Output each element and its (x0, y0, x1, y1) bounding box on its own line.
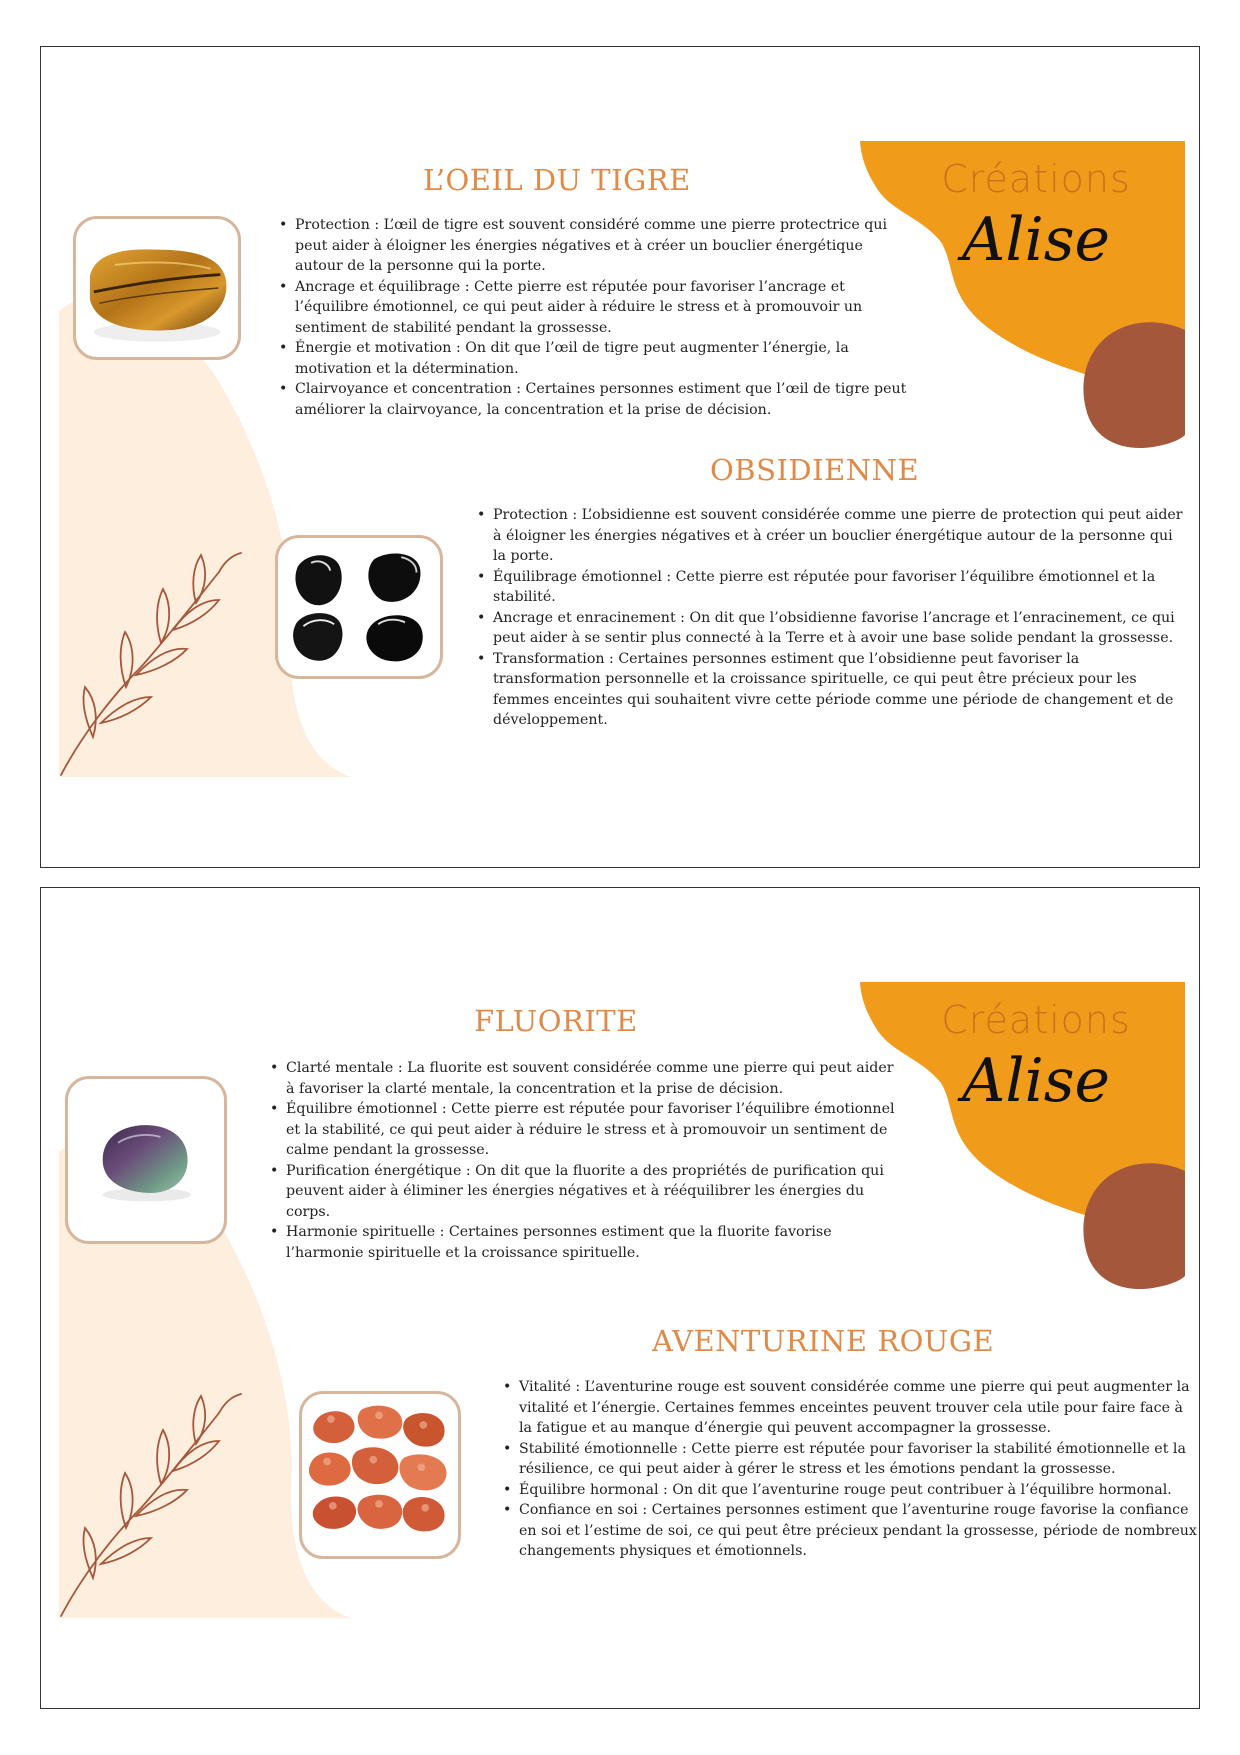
brand-logo (921, 998, 1151, 1116)
list-item: • Équilibre hormonal : On dit que l’aventurine rouge peut contribuer à l’équilibre hormonal. (519, 1480, 1199, 1501)
stone-photo-frame (73, 216, 241, 360)
list-item: • Protection : L’œil de tigre est souvent considéré comme une pierre protectrice qui peut aider à éloigner les énergies négatives et à créer un bouclier énergétique autour de la personne qui la porte. (295, 215, 915, 277)
stone-title: L’OEIL DU TIGRE (423, 163, 691, 197)
list-item: • Clarté mentale : La fluorite est souvent considérée comme une pierre qui peut aider à favoriser la clarté mentale, la concentration et la prise de décision. (286, 1058, 906, 1099)
stone-photo-frame (65, 1076, 227, 1244)
list-item: • Clairvoyance et concentration : Certaines personnes estiment que l’œil de tigre peut améliorer la clairvoyance, la concentration et la prise de décision. (295, 379, 915, 420)
stone-properties-list (270, 1058, 906, 1263)
list-item: • Ancrage et enracinement : On dit que l’obsidienne favorise l’ancrage et l’enracinement, ce qui peut aider à se sentir plus connecté à la Terre et à avoir une base solide pendant la grossesse. (493, 608, 1183, 649)
stone-photo-frame (275, 535, 443, 679)
list-item: • Transformation : Certaines personnes estiment que l’obsidienne peut favoriser la transformation personnelle et la croissance spirituelle, ce qui peut être précieux pour les femmes enceintes qui souhaitent vivre cette période comme une période de changement et de développement. (493, 649, 1183, 731)
list-item: • Équilibre émotionnel : Cette pierre est réputée pour favoriser l’équilibre émotionnel et la stabilité, ce qui peut aider à réduire le stress et à promouvoir un sentiment de calme pendant la grossesse. (286, 1099, 906, 1161)
list-item: • Vitalité : L’aventurine rouge est souvent considérée comme une pierre qui peut augmenter la vitalité et l’énergie. Certaines femmes enceintes peuvent trouver cela utile pour faire face à la fatigue et au manque d’énergie qui peuvent accompagner la grossesse. (519, 1377, 1199, 1439)
stone-title: AVENTURINE ROUGE (652, 1324, 995, 1358)
list-item: • Stabilité émotionnelle : Cette pierre est réputée pour favoriser la stabilité émotionnelle et la résilience, ce qui peut aider à gérer le stress et les émotions pendant la grossesse. (519, 1439, 1199, 1480)
brand-name-line1: Créations (941, 157, 1131, 201)
list-item: • Protection : L’obsidienne est souvent considérée comme une pierre de protection qui peut aider à éloigner les énergies négatives et à créer un bouclier énergétique autour de la personne qui la porte. (493, 505, 1183, 567)
red-aventurine-stones-image (302, 1394, 458, 1556)
tiger-eye-stone-image (76, 219, 238, 357)
list-item: • Équilibrage émotionnel : Cette pierre est réputée pour favoriser l’équilibre émotionnel et la stabilité. (493, 567, 1183, 608)
page-1 (40, 46, 1200, 868)
stone-title: OBSIDIENNE (710, 453, 920, 487)
stone-photo-frame (299, 1391, 461, 1559)
stone-properties-list (279, 215, 915, 420)
list-item: • Purification énergétique : On dit que la fluorite a des propriétés de purification qui peuvent aider à éliminer les énergies négatives et à rééquilibrer les énergies du corps. (286, 1161, 906, 1223)
brand-name-line2: Alise (961, 1046, 1110, 1116)
list-item: • Ancrage et équilibrage : Cette pierre est réputée pour favoriser l’ancrage et l’équilibre émotionnel, ce qui peut aider à réduire le stress et à promouvoir un sentiment de stabilité pendant la grossesse. (295, 277, 915, 339)
list-item: • Confiance en soi : Certaines personnes estiment que l’aventurine rouge favorise la confiance en soi et l’estime de soi, ce qui peut être précieux pendant la grossesse, période de nombreux changements physiques et émotionnels. (519, 1500, 1199, 1562)
stone-properties-list (503, 1377, 1199, 1562)
stone-properties-list (477, 505, 1183, 731)
brand-name-line2: Alise (961, 205, 1110, 275)
stone-title: FLUORITE (474, 1004, 638, 1038)
page-2 (40, 887, 1200, 1709)
obsidian-stones-image (278, 538, 440, 676)
list-item: • Énergie et motivation : On dit que l’œil de tigre peut augmenter l’énergie, la motivation et la détermination. (295, 338, 915, 379)
brand-name-line1: Créations (941, 998, 1131, 1042)
fluorite-stone-image (68, 1079, 224, 1241)
brand-logo (921, 157, 1151, 275)
list-item: • Harmonie spirituelle : Certaines personnes estiment que la fluorite favorise l’harmonie spirituelle et la croissance spirituelle. (286, 1222, 906, 1263)
